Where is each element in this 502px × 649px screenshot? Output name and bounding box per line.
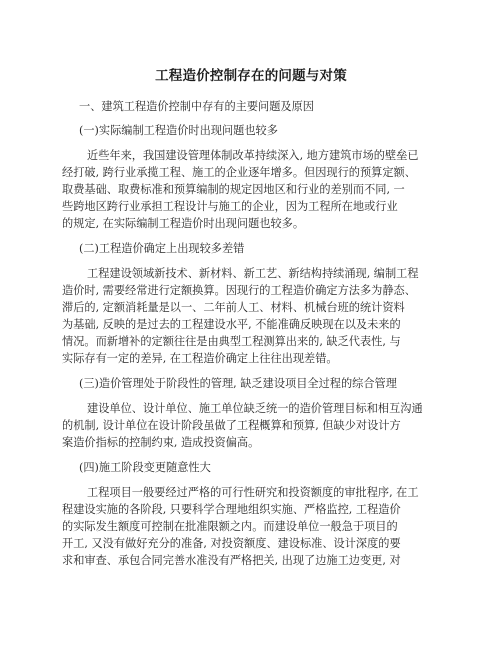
paragraph-line: 的规定, 在实际编制工程造价时出现问题也较多。 xyxy=(62,217,305,230)
paragraph-line: 实际存有一定的差异, 在工程造价确定上往往出现差错。 xyxy=(62,352,338,365)
paragraph-line: 经打破, 跨行业承揽工程、施工的企业逐年增多。但因现行的预算定额、 xyxy=(62,166,416,179)
document-title: 工程造价控制存在的问题与对策 xyxy=(155,68,347,84)
paragraph-line: 些跨地区跨行业承担工程设计与施工的企业，因为工程所在地或行业 xyxy=(62,200,398,213)
paragraph-line: 建设单位、设计单位、施工单位缺乏统一的造价管理目标和相互沟通 xyxy=(87,402,423,415)
paragraph-line: 滞后的, 定额消耗量是以一、二年前人工、材料、机械台班的统计资料 xyxy=(62,301,405,314)
paragraph-line: 程建设实施的各阶段, 只要科学合理地组织实施、严格监控, 工程造价 xyxy=(62,503,401,516)
paragraph-line: 的实际发生额度可控制在批准限额之内。而建设单位一般急于项目的 xyxy=(62,520,398,533)
subsection-heading: (二)工程造价确定上出现较多差错 xyxy=(79,242,245,255)
section-heading: 一、建筑工程造价控制中存有的主要问题及原因 xyxy=(79,100,314,113)
paragraph-line: 求和审查、承包合同完善水准没有严格把关, 出现了边施工边变更, 对 xyxy=(62,554,401,567)
paragraph-line: 开工, 又没有做好充分的准备, 对投资额度、建设标准、设计深度的要 xyxy=(62,537,401,550)
paragraph-line: 的机制, 设计单位在设计阶段虽做了工程概算和预算, 但缺少对设计方 xyxy=(62,419,401,432)
paragraph-line: 情况。而新增补的定额往往是由典型工程测算出来的, 缺乏代表性, 与 xyxy=(62,335,401,348)
paragraph-line: 工程建设领域新技术、新材料、新工艺、新结构持续涌现, 编制工程 xyxy=(87,267,419,280)
paragraph-line: 取费基础、取费标准和预算编制的规定因地区和行业的差别而不同, 一 xyxy=(62,183,405,196)
paragraph-line: 为基础, 反映的是过去的工程建设水平, 不能准确反映现在以及未来的 xyxy=(62,318,401,331)
subsection-heading: (四)施工阶段变更随意性大 xyxy=(79,461,211,474)
paragraph-line: 工程项目一般要经过严格的可行性研究和投资额度的审批程序, 在工 xyxy=(87,486,419,499)
paragraph-line: 近些年来，我国建设管理体制改革持续深入, 地方建筑市场的壁垒已 xyxy=(87,149,419,162)
subsection-heading: (一)实际编制工程造价时出现问题也较多 xyxy=(79,124,278,137)
subsection-heading: (三)造价管理处于阶段性的管理, 缺乏建设项目全过程的综合管理 xyxy=(79,377,397,390)
paragraph-line: 造价时, 需要经常进行定额换算。因现行的工程造价确定方法多为静态、 xyxy=(62,284,416,297)
paragraph-line: 案造价指标的控制约束, 造成投资偏高。 xyxy=(62,436,260,449)
